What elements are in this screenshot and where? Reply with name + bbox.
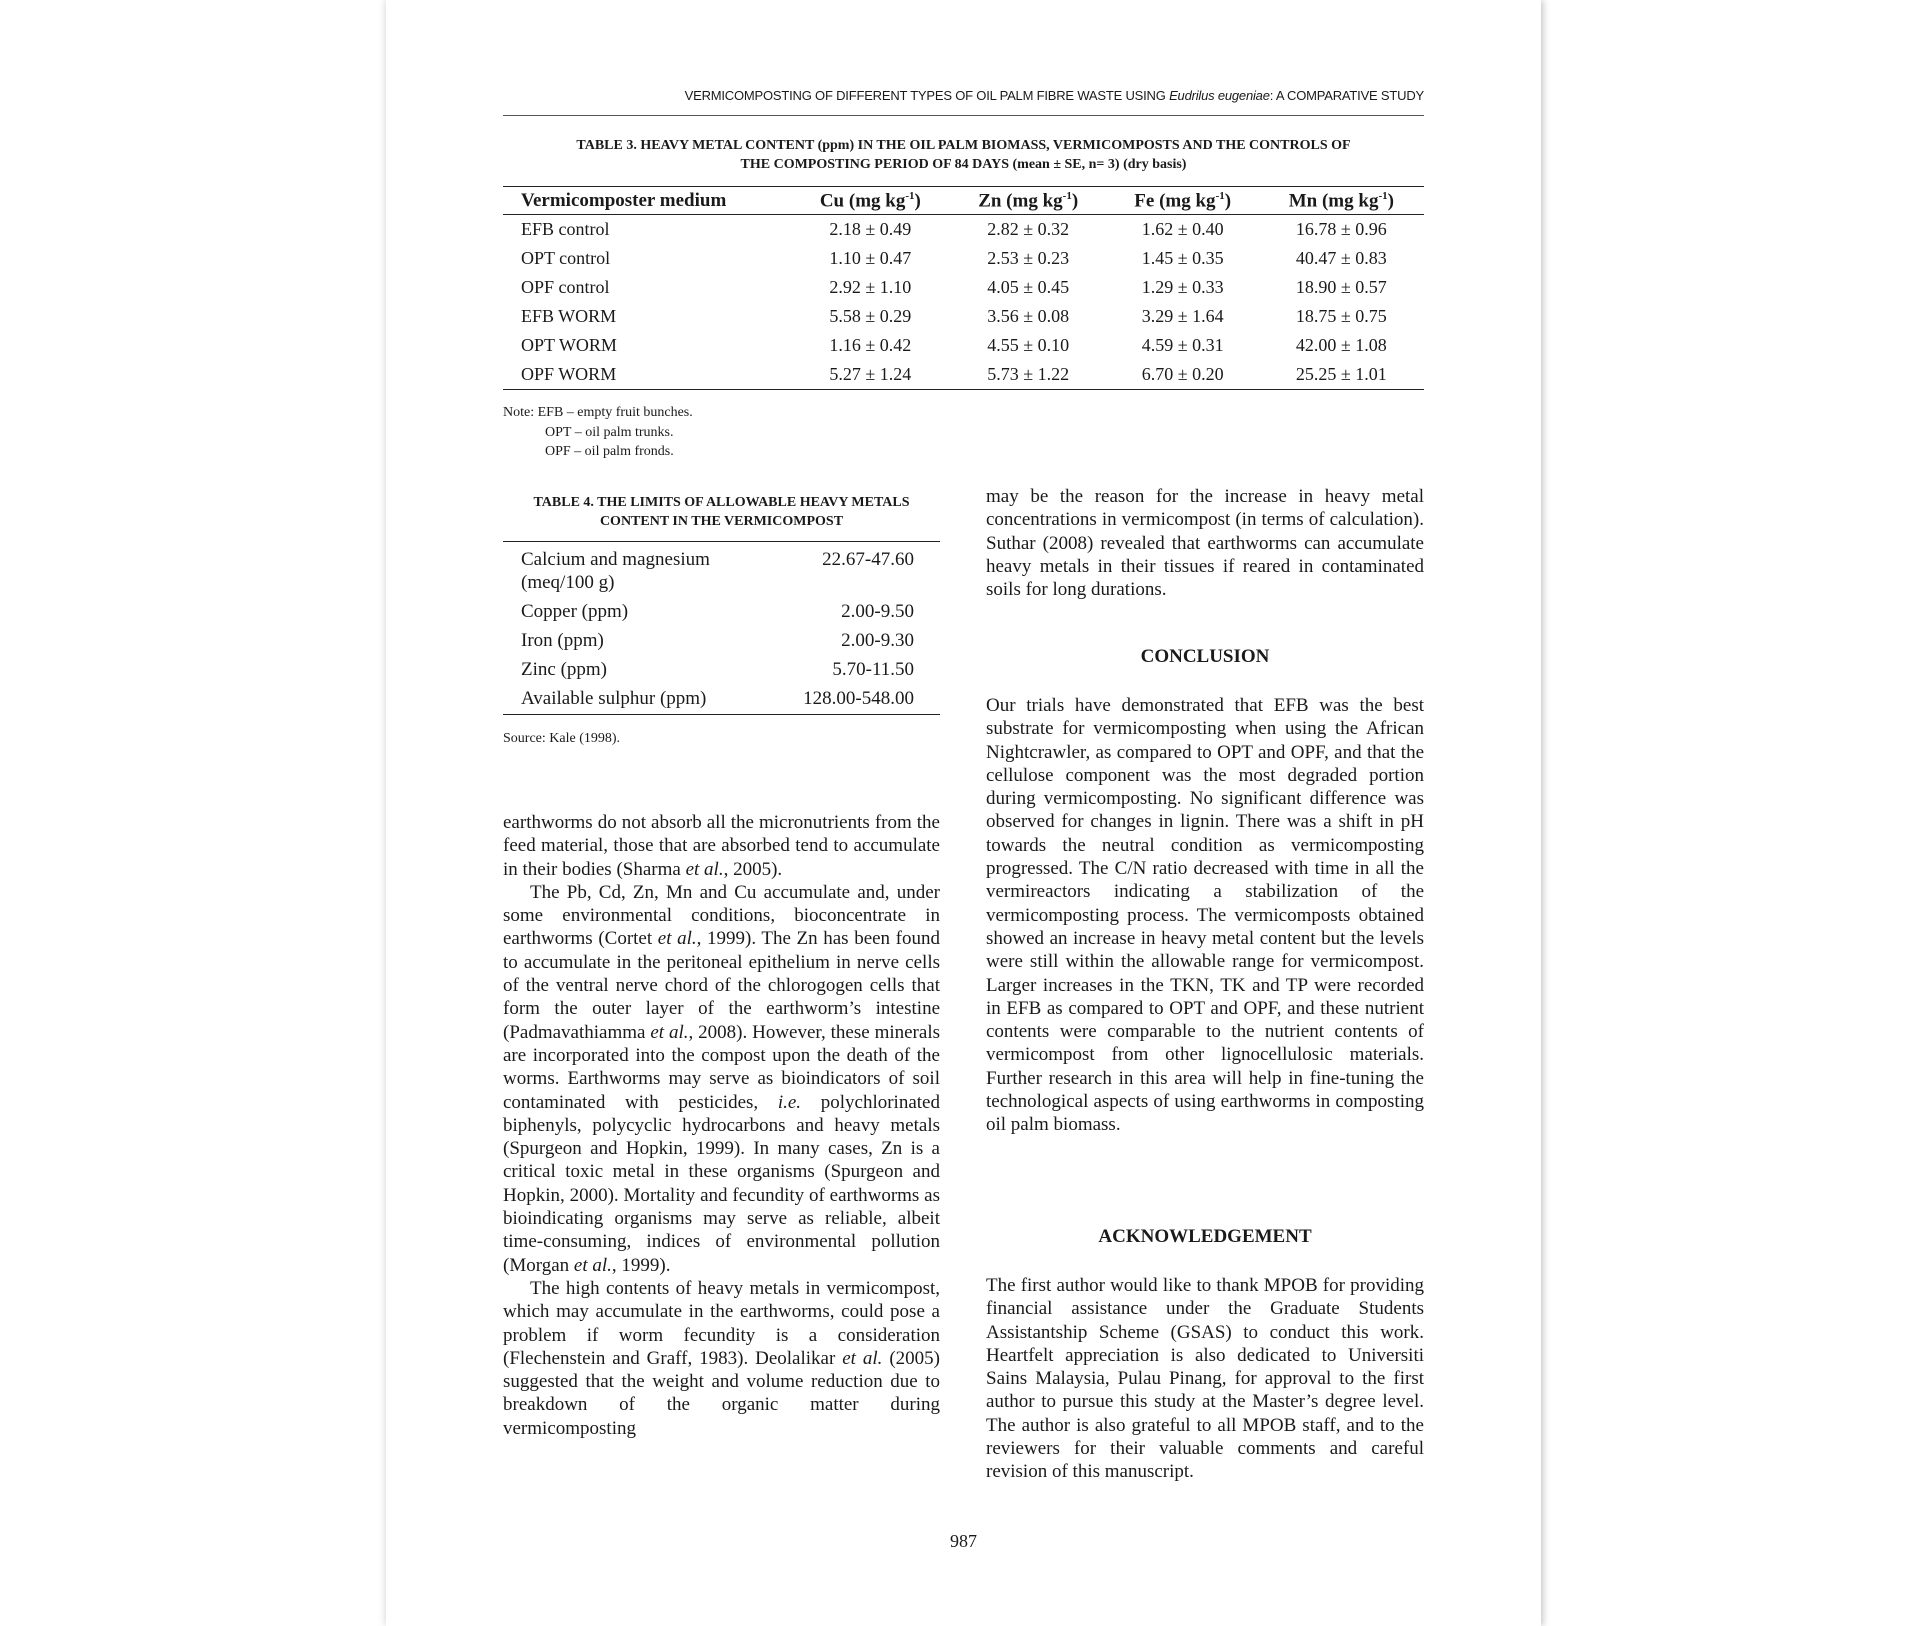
- table4-caption: TABLE 4. THE LIMITS OF ALLOWABLE HEAVY METALS CONTENT IN THE VERMICOMPOST: [533, 495, 910, 529]
- table4-source: Source: Kale (1998).: [503, 731, 621, 746]
- paragraph: earthworms do not absorb all the micronutrients from the feed material, those that are absorbed tend to accumulate in their bodies (Sharma et al., 2005).: [503, 812, 940, 880]
- left-column-body: [503, 811, 940, 1440]
- running-head: VERMICOMPOSTING OF DIFFERENT TYPES OF OIL PALM FIBRE WASTE USING Eudrilus eugeniae: A COMPARATIVE STUDY: [684, 88, 1424, 103]
- table-row: EFB WORM 5.58 ± 0.29 3.56 ± 0.08 3.29 ± 1.64 18.75 ± 0.75: [521, 306, 1387, 327]
- table3-header-fe: Fe (mg $kg^{-1}$): [1107, 187, 1259, 215]
- table-row: Iron (ppm) 2.00-9.30: [521, 630, 914, 651]
- table-row: OPT control 1.10 ± 0.47 2.53 ± 0.23 1.45 ± 0.35 40.47 ± 0.83: [521, 248, 1387, 269]
- acknowledgement-body: The first author would like to thank MPOB for providing financial assistance under the Graduate Students Assistantship Scheme (GSAS) to conduct this work. Heartfelt appreciation is also dedicated to Universiti Sains Malaysia, Pulau Pinang, for approval to the first author to pursue this study at the Master’s degree level. The author is also grateful to all MPOB staff, and to the reviewers for their valuable comments and careful revision of this manuscript.: [986, 1275, 1424, 1483]
- right-column-continuation: may be the reason for the increase in heavy metal concentrations in vermicompost (in terms of calculation). Suthar (2008) revealed that earthworms can accumulate heavy metals in their tissues if reared in contaminated soils for long durations.: [986, 486, 1424, 601]
- table3-caption: TABLE 3. HEAVY METAL CONTENT (ppm) IN THE OIL PALM BIOMASS, VERMICOMPOSTS AND THE CONTROLS OF THE COMPOSTING PERIOD OF 84 DAYS (mean ± SE, n= 3) (dry basis): [576, 138, 1351, 172]
- table3-header-zn: Zn (mg $kg^{-1}$): [950, 187, 1107, 215]
- table3-heavy-metal-content: [503, 186, 1424, 390]
- conclusion-body: Our trials have demonstrated that EFB was the best substrate for vermicomposting when using the African Nightcrawler, as compared to OPT and OPF, and that the cellulose component was the most degraded portion during vermicomposting. No significant difference was observed for changes in lignin. There was a shift in pH towards the neutral condition as vermicomposting progressed. The C/N ratio decreased with time in all the vermireactors indicating a stabilization of the vermicomposting process. The vermicomposts obtained showed an increase in heavy metal content but the levels were still within the allowable range for vermicompost. Larger increases in the TKN, TK and TP were recorded in EFB as compared to OPT and OPF, and these nutrient contents were comparable to the nutrient contents of vermicompost from other lignocellulosic materials. Further research in this area will help in fine-tuning the technological aspects of using earthworms in composting oil palm biomass.: [986, 695, 1424, 1136]
- table3-header-cu: Cu (mg $kg^{-1}$): [791, 187, 950, 215]
- table3-header-row: [503, 187, 1424, 215]
- table-row: OPT WORM 1.16 ± 0.42 4.55 ± 0.10 4.59 ± 0.31 42.00 ± 1.08: [521, 335, 1387, 356]
- header-rule: [503, 115, 1424, 116]
- table-row: OPF WORM 5.27 ± 1.24 5.73 ± 1.22 6.70 ± 0.20 25.25 ± 1.01: [503, 360, 1424, 390]
- table4-allowable-limits: [503, 541, 940, 715]
- table-row: EFB control 2.18 ± 0.49 2.82 ± 0.32 1.62 ± 0.40 16.78 ± 0.96: [521, 219, 1387, 240]
- page-number: 987: [950, 1531, 977, 1551]
- table3-header-medium: Vermicomposter medium: [503, 187, 791, 215]
- document-page: [386, 0, 1541, 1626]
- paragraph: The high contents of heavy metals in vermicompost, which may accumulate in the earthworms, could pose a problem if worm fecundity is a consideration (Flechenstein and Graff, 1983). Deolalikar et al. (2005) suggested that the weight and volume reduction due to breakdown of the organic matter during vermicomposting: [503, 1277, 941, 1439]
- table3-note: Note: EFB – empty fruit bunches. OPT – oil palm trunks. OPF – oil palm fronds.: [503, 405, 693, 459]
- table-row: Zinc (ppm) 5.70-11.50: [521, 659, 914, 680]
- table3-header-mn: Mn (mg $kg^{-1}$): [1259, 187, 1424, 215]
- paragraph: The Pb, Cd, Zn, Mn and Cu accumulate and, under some environmental conditions, bioconcentrate in earthworms (Cortet et al., 1999). The Zn has been found to accumulate in the peritoneal epithelium in nerve cells of the ventral nerve chord of the chlorogogen cells that form the outer layer of the earthworm’s intestine (Padmavathiamma et al., 2008). However, these minerals are incorporated into the compost upon the death of the worms. Earthworms may serve as bioindicators of soil contaminated with pesticides, i.e. polychlorinated biphenyls, polycyclic hydrocarbons and heavy metals (Spurgeon and Hopkin, 1999). In many cases, Zn is a critical toxic metal in these organisms (Spurgeon and Hopkin, 2000). Mortality and fecundity of earthworms as bioindicating organisms may serve as reliable, albeit time-consuming, indices of environmental pollution (Morgan et al., 1999).: [503, 881, 941, 1276]
- acknowledgement-heading: ACKNOWLEDGEMENT: [1098, 1226, 1312, 1247]
- table-row: OPF control 2.92 ± 1.10 4.05 ± 0.45 1.29 ± 0.33 18.90 ± 0.57: [521, 277, 1387, 298]
- conclusion-heading: CONCLUSION: [1140, 646, 1270, 667]
- table-row: Copper (ppm) 2.00-9.50: [521, 601, 914, 622]
- table-row: Available sulphur (ppm) 128.00-548.00: [521, 688, 914, 709]
- table-row: Calcium and magnesium (meq/100 g) 22.67-47.60: [521, 549, 914, 593]
